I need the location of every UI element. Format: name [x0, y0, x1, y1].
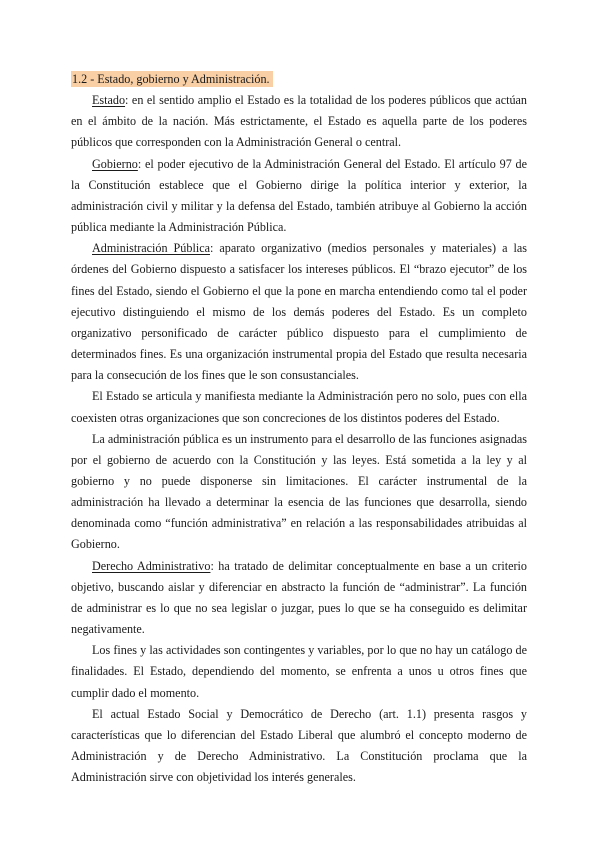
paragraph-text: : ha tratado de delimitar conceptualmente en base a un criterio objetivo, buscando aislar y diferenciar en abstracto la función de “administrar”. La función de administrar es lo que no sea legislar o juzgar, pues lo que se ha conseguido es delimitar negativamente. [71, 558, 527, 637]
paragraph-text: La administración pública es un instrumento para el desarrollo de las funciones asignadas por el gobierno de acuerdo con la Constitución y las leyes. Está sometida a la ley y al gobierno y no puede disponerse sin limitaciones. El carácter instrumental de la administración ha llevado a determinar la esencia de las funciones que desarrolla, siendo denominada como “función administrativa” en relación a las responsabilidades atribuidas al Gobierno. [71, 431, 527, 552]
paragraph-text: El actual Estado Social y Democrático de Derecho (art. 1.1) presenta rasgos y características que lo diferencian del Estado Liberal que alumbró el concepto moderno de Administración y de Derecho Administrativo. La Constitución proclama que la Administración sirve con objetividad los interés generales. [71, 706, 527, 785]
section-heading [71, 69, 527, 90]
paragraph-estado [71, 90, 527, 153]
paragraph-administracion-instrumento [71, 429, 527, 556]
section-heading-highlight: 1.2 - Estado, gobierno y Administración. [71, 71, 273, 87]
paragraph-estado-social [71, 704, 527, 789]
term-gobierno: Gobierno [92, 156, 138, 171]
paragraph-estado-articula [71, 386, 527, 428]
paragraph-fines [71, 640, 527, 703]
term-administracion-publica: Administración Pública [92, 241, 210, 256]
paragraph-administracion-publica [71, 238, 527, 386]
paragraph-derecho-administrativo [71, 556, 527, 641]
paragraph-text: : en el sentido amplio el Estado es la totalidad de los poderes públicos que actúan en el ámbito de la nación. Más estrictamente, el Estado es aquella parte de los poderes públicos que corresponden con la Administración General o central. [71, 93, 527, 150]
paragraph-gobierno [71, 154, 527, 239]
term-derecho-administrativo: Derecho Administrativo [92, 558, 211, 573]
paragraph-text: Los fines y las actividades son contingentes y variables, por lo que no hay un catálogo de finalidades. El Estado, dependiendo del momento, se enfrenta a unos u otros fines que cumplir dado el momento. [71, 643, 527, 700]
paragraph-text: : aparato organizativo (medios personales y materiales) a las órdenes del Gobierno dispuesto a satisfacer los intereses públicos. El “brazo ejecutor” de los fines del Estado, siendo el Gobierno el que la pone en marcha entendiendo como tal el poder ejecutivo distinguiendo el mismo de los demás poderes del Estado. Es un completo organizativo personificado de carácter público dispuesto para el cumplimiento de determinados fines. Es una organización instrumental propia del Estado que resulta necesaria para la consecución de los fines que le son consustanciales. [71, 241, 527, 383]
paragraph-text: : el poder ejecutivo de la Administración General del Estado. El artículo 97 de la Constitución establece que el Gobierno dirige la política interior y exterior, la administración civil y militar y la defensa del Estado, también atribuye al Gobierno la acción pública mediante la Administración Pública. [71, 156, 527, 235]
paragraph-text: El Estado se articula y manifiesta mediante la Administración pero no solo, pues con ella coexisten otras organizaciones que son concreciones de los distintos poderes del Estado. [71, 389, 527, 425]
term-estado: Estado [92, 93, 126, 108]
document-page [71, 69, 527, 788]
